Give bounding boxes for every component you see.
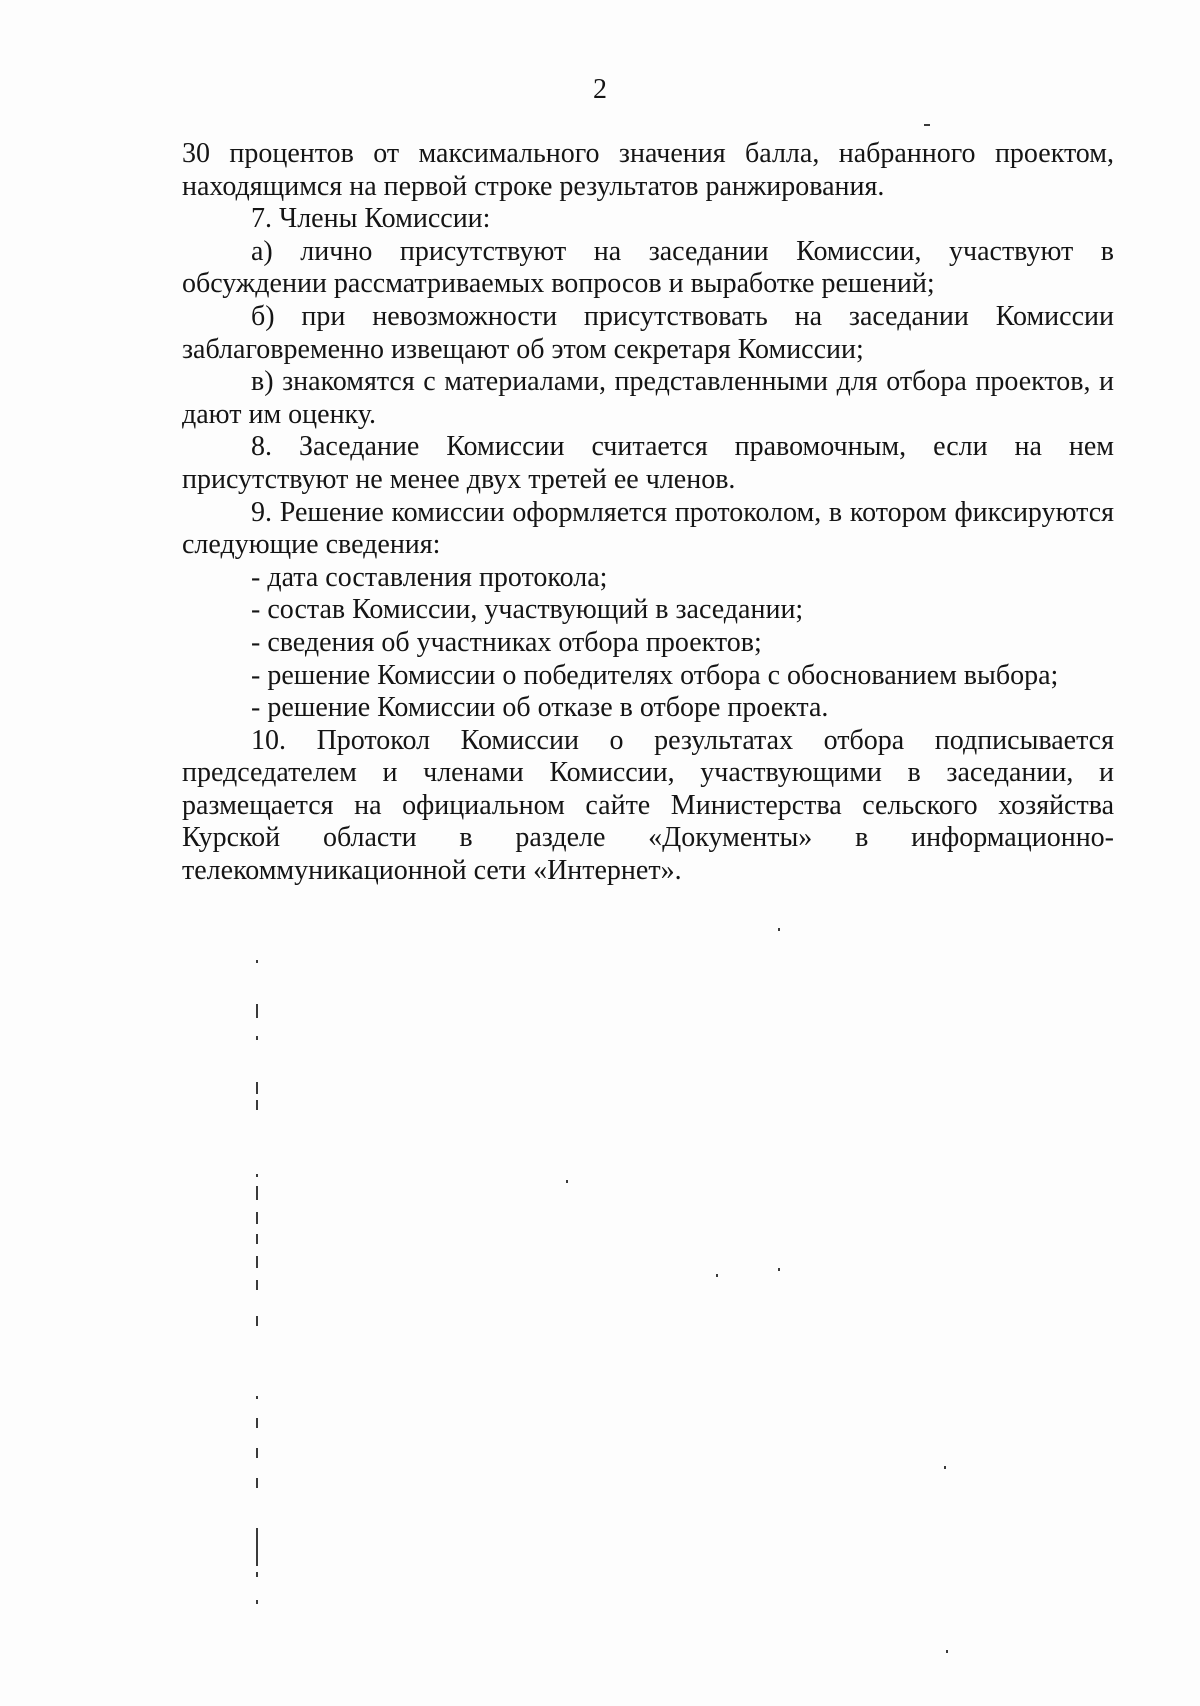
scan-artifact xyxy=(256,1100,258,1110)
scan-artifact xyxy=(256,1478,258,1488)
scan-artifact xyxy=(716,1274,718,1277)
paragraph-item-9: 9. Решение комиссии оформляется протоколом, в котором фиксируются следующие сведения: xyxy=(182,496,1114,561)
paragraph-continuation: 30 процентов от максимального значения балла, набранного проектом, находящимся на первой строке результатов ранжирования. xyxy=(182,138,1114,202)
page-number: 2 xyxy=(593,74,607,105)
document-body xyxy=(182,138,1114,888)
scan-artifact xyxy=(256,960,258,963)
list-item: - решение Комиссии о победителях отбора с обоснованием выбора; xyxy=(251,659,1059,691)
scan-artifact xyxy=(946,1650,948,1653)
list-item: - решение Комиссии об отказе в отборе проекта. xyxy=(251,692,829,724)
scan-artifact xyxy=(944,1466,946,1469)
scan-artifact xyxy=(256,1448,258,1458)
scan-artifact xyxy=(256,1572,258,1577)
scan-artifact xyxy=(256,1036,258,1040)
scan-artifact xyxy=(256,1186,258,1200)
list-item: - дата составления протокола; xyxy=(251,561,608,593)
scan-artifact xyxy=(256,1174,258,1177)
scan-artifact xyxy=(256,1316,258,1326)
scan-artifact xyxy=(256,1418,258,1428)
scan-artifact xyxy=(256,1256,258,1268)
list-item: - состав Комиссии, участвующий в заседании; xyxy=(251,594,804,626)
paragraph-item-8: 8. Заседание Комиссии считается правомочным, если на нем присутствуют не менее двух третей ее членов. xyxy=(182,431,1114,495)
scan-artifact xyxy=(256,1082,258,1094)
paragraph-item-7a: а) лично присутствуют на заседании Комиссии, участвуют в обсуждении рассматриваемых вопросов и выработке решений; xyxy=(182,235,1114,300)
scan-artifact xyxy=(256,1600,258,1604)
list-item: - сведения об участниках отбора проектов; xyxy=(251,626,762,658)
paragraph-item-7: 7. Члены Комиссии: xyxy=(251,203,491,235)
scan-artifact xyxy=(924,124,930,126)
scan-artifact xyxy=(778,1268,780,1271)
scan-artifact xyxy=(566,1180,568,1183)
paragraph-item-10: 10. Протокол Комиссии о результатах отбора подписывается председателем и членами Комиссии, участвующими в заседании, и размещается на официальном сайте Министерства сельского хозяйства Курской области в разделе «Документы» в информационно-телекоммуникационной сети «Интернет». xyxy=(182,724,1114,887)
scan-artifact xyxy=(256,1528,258,1566)
scan-artifact xyxy=(256,1280,258,1290)
scan-artifact xyxy=(256,1004,258,1018)
paragraph-item-7b: б) при невозможности присутствовать на заседании Комиссии заблаговременно извещают об этом секретаря Комиссии; xyxy=(182,300,1114,365)
scan-artifact xyxy=(256,1212,258,1224)
scan-artifact xyxy=(256,1396,258,1399)
scan-artifact xyxy=(256,1234,258,1244)
scan-artifact xyxy=(778,928,780,931)
paragraph-item-7v: в) знакомятся с материалами, представленными для отбора проектов, и дают им оценку. xyxy=(182,366,1114,430)
